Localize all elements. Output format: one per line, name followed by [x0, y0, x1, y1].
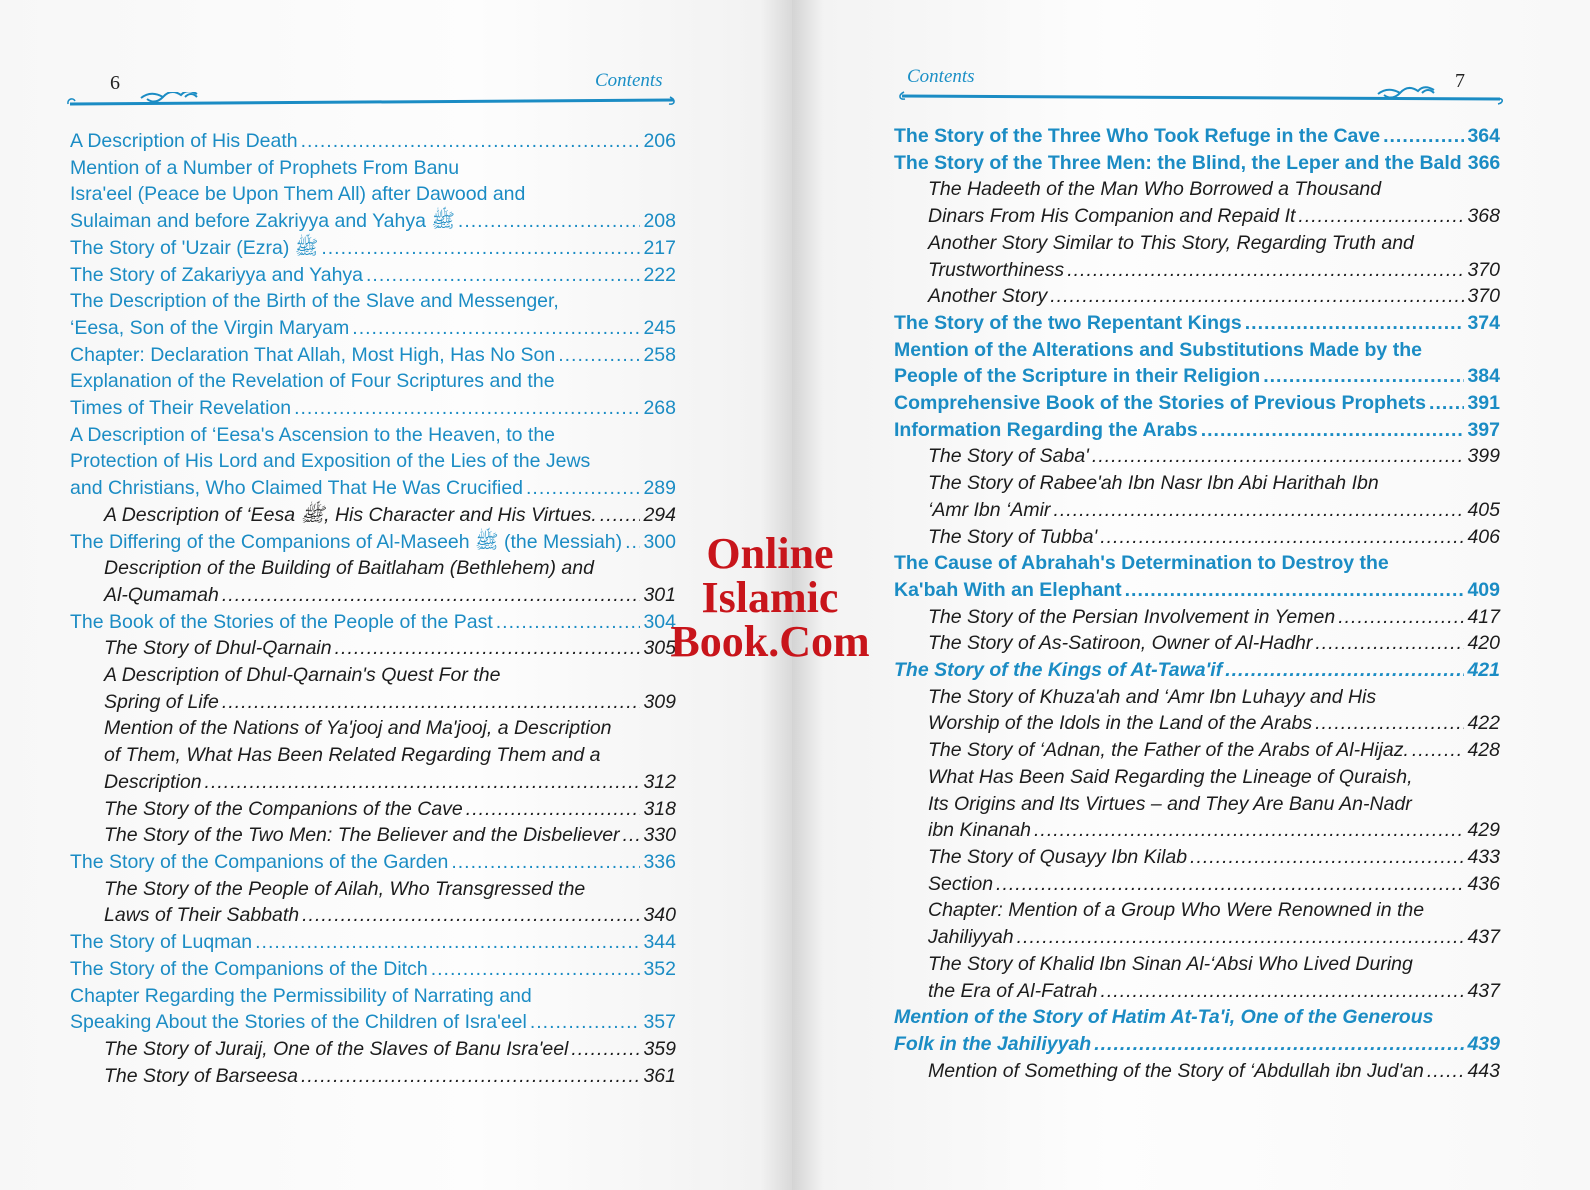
toc-entry[interactable]	[894, 604, 1500, 631]
toc-page-number: 352	[643, 957, 676, 980]
dot-leader	[625, 529, 640, 556]
dot-leader	[301, 128, 641, 155]
toc-entry-title: The Story of the Two Men: The Believer and the Disbeliever	[104, 824, 620, 847]
toc-page-number: 405	[1467, 498, 1500, 521]
toc-entry-title: The Differing of the Companions of Al-Maseeh ﷺ (the Messiah)	[70, 530, 623, 553]
dot-leader	[996, 871, 1464, 898]
toc-page-number: 443	[1467, 1059, 1500, 1082]
dot-leader	[1338, 604, 1464, 631]
toc-entry[interactable]	[894, 230, 1500, 283]
toc-entry[interactable]	[894, 443, 1500, 470]
toc-entry-title: The Story of the Three Who Took Refuge in the Cave	[894, 125, 1381, 147]
toc-entry-title: The Story of 'Uzair (Ezra) ﷺ	[70, 236, 319, 259]
toc-page-number: 436	[1467, 872, 1500, 895]
dot-leader	[1412, 737, 1465, 764]
toc-entry[interactable]	[894, 1058, 1500, 1085]
toc-entry[interactable]	[70, 983, 676, 1036]
toc-page-number: 361	[643, 1064, 676, 1087]
toc-entry[interactable]	[894, 630, 1500, 657]
toc-entry-title: The Story of the Companions of the Garden	[70, 850, 449, 873]
toc-page-number: 330	[643, 824, 676, 847]
toc-page-number: 384	[1467, 365, 1500, 388]
toc-page-number: 294	[643, 503, 676, 526]
toc-entry[interactable]	[894, 1004, 1500, 1057]
dot-leader	[571, 1036, 640, 1063]
toc-entry[interactable]	[894, 417, 1500, 444]
dot-leader	[255, 929, 640, 956]
toc-entry[interactable]	[894, 737, 1500, 764]
toc-entry-title: The Cause of Abrahah's Determination to Destroy the	[894, 552, 1389, 575]
dot-leader	[1263, 363, 1464, 390]
toc-entry-title: Jahiliyyah	[928, 926, 1014, 949]
toc-entry-title: The Story of Khalid Ibn Sinan Al-‘Absi Who Lived During	[928, 952, 1413, 975]
toc-entry-title: Sulaiman and before Zakriyya and Yahya ﷺ	[70, 210, 455, 233]
toc-entry-title: The Story of ‘Adnan, the Father of the Arabs of Al-Hijaz.	[928, 739, 1409, 762]
toc-entry-title: ‘Eesa, Son of the Virgin Maryam	[70, 316, 350, 339]
toc-entry[interactable]	[894, 897, 1500, 950]
toc-entry-title: the Era of Al-Fatrah	[928, 979, 1098, 1002]
toc-entry-title: ‘Amr Ibn ‘Amir	[928, 498, 1051, 521]
toc-entry[interactable]	[70, 262, 676, 289]
toc-entry-title: A Description of ‘Eesa ﷺ, His Character and His Virtues.	[104, 503, 597, 526]
toc-entry-title: Spring of Life	[104, 690, 219, 713]
toc-page-number: 357	[643, 1011, 676, 1034]
toc-entry[interactable]	[894, 176, 1500, 229]
dot-leader	[466, 796, 641, 823]
dot-leader	[1050, 283, 1464, 310]
toc-entry-title: ibn Kinanah	[928, 819, 1032, 842]
toc-entry-title: The Story of Qusayy Ibn Kilab	[928, 845, 1188, 868]
toc-entry[interactable]	[70, 849, 676, 876]
toc-page-number: 370	[1467, 258, 1500, 281]
dot-leader	[623, 822, 641, 849]
toc-entry-title: Another Story	[928, 285, 1048, 308]
toc-entry-title: The Description of the Birth of the Slave and Messenger,	[70, 290, 559, 313]
toc-entry-title: The Story of As-Satiroon, Owner of Al-Hadhr	[928, 632, 1313, 655]
dot-leader	[1017, 924, 1465, 951]
dot-leader	[451, 849, 640, 876]
toc-entry-title: People of the Scripture in their Religion	[894, 365, 1261, 388]
toc-page-number: 340	[643, 904, 676, 927]
dot-leader	[1100, 978, 1464, 1005]
toc-list-right	[894, 123, 1500, 1084]
dot-leader	[431, 956, 641, 983]
dot-leader	[1190, 844, 1464, 871]
toc-entry-title: Mention of the Alterations and Substitutions Made by the	[894, 338, 1422, 361]
toc-page-number: 370	[1467, 285, 1500, 308]
page-number: 7	[1455, 70, 1465, 92]
toc-page-number: 409	[1467, 578, 1500, 601]
dot-leader	[1225, 657, 1464, 684]
toc-entry-title: Section	[928, 872, 994, 895]
toc-entry-title: The Story of Luqman	[70, 931, 253, 954]
toc-entry[interactable]	[894, 150, 1500, 177]
toc-page-number: 368	[1467, 205, 1500, 228]
toc-entry-title: Laws of Their Sabbath	[104, 904, 300, 927]
dot-leader	[1125, 577, 1465, 604]
dot-leader	[1053, 497, 1464, 524]
toc-page-number: 300	[643, 530, 676, 553]
toc-page-number: 364	[1467, 125, 1500, 147]
toc-page-number: 289	[643, 477, 676, 500]
toc-entry-title: The Story of Tubba'	[928, 525, 1098, 548]
toc-page-number: 366	[1467, 151, 1501, 174]
toc-page-number: 437	[1467, 979, 1500, 1002]
dot-leader	[294, 395, 640, 422]
toc-page-number: 429	[1467, 819, 1500, 842]
toc-entry[interactable]	[894, 123, 1500, 150]
toc-entry-title: The Hadeeth of the Man Who Borrowed a Thousand	[928, 178, 1382, 201]
toc-entry-title: Mention of a Number of Prophets From Banu	[70, 156, 460, 179]
toc-entry[interactable]	[70, 502, 676, 529]
toc-entry[interactable]	[70, 929, 676, 956]
toc-entry[interactable]	[894, 310, 1500, 337]
dot-leader	[366, 262, 640, 289]
dot-leader	[1100, 524, 1464, 551]
toc-entry-title: Chapter: Declaration That Allah, Most High, Has No Son	[70, 343, 556, 366]
toc-entry[interactable]	[70, 555, 676, 608]
toc-page-number: 406	[1467, 525, 1500, 548]
toc-entry[interactable]	[70, 422, 676, 502]
toc-entry[interactable]	[894, 684, 1500, 737]
dot-leader	[600, 502, 641, 529]
toc-entry[interactable]	[70, 609, 676, 636]
dot-leader	[301, 1063, 640, 1090]
toc-page-number: 399	[1467, 445, 1500, 468]
header-ornament-rule	[66, 92, 678, 116]
toc-entry-title: The Story of Barseesa	[104, 1064, 299, 1087]
toc-entry[interactable]	[70, 956, 676, 983]
toc-entry[interactable]	[894, 470, 1500, 523]
toc-entry-title: Speaking About the Stories of the Children of Isra'eel	[70, 1011, 527, 1034]
toc-entry[interactable]	[894, 524, 1500, 551]
dot-leader	[352, 315, 640, 342]
toc-entry-title: and Christians, Who Claimed That He Was Crucified	[70, 477, 524, 500]
watermark-line-2: Book.Com	[670, 617, 870, 666]
page-number: 6	[110, 72, 120, 94]
toc-entry[interactable]	[70, 155, 676, 235]
dot-leader	[1094, 1031, 1464, 1058]
dot-leader	[1201, 417, 1465, 444]
dot-leader	[205, 769, 641, 796]
toc-page-number: 206	[643, 130, 676, 152]
header-title: Contents	[907, 66, 975, 87]
right-page	[792, 0, 1590, 1190]
toc-entry[interactable]	[894, 390, 1500, 417]
toc-entry[interactable]	[70, 635, 676, 662]
dot-leader	[458, 208, 641, 235]
dot-leader	[335, 635, 641, 662]
dot-leader	[1429, 390, 1464, 417]
toc-page-number: 439	[1467, 1032, 1500, 1055]
toc-entry-title: The Story of the People of Ailah, Who Transgressed the	[104, 877, 586, 900]
dot-leader	[530, 1009, 641, 1036]
dot-leader	[1067, 257, 1464, 284]
toc-entry[interactable]	[894, 337, 1500, 390]
dot-leader	[1245, 310, 1465, 337]
watermark-line-1: Online Islamic	[701, 529, 839, 622]
toc-entry-title: Explanation of the Revelation of Four Scriptures and the	[70, 370, 555, 393]
dot-leader	[1383, 123, 1464, 150]
toc-entry-title: What Has Been Said Regarding the Lineage of Quraish,	[928, 765, 1413, 788]
watermark	[640, 529, 900, 666]
toc-entry-title: Folk in the Jahiliyyah	[894, 1032, 1092, 1055]
toc-entry[interactable]	[70, 288, 676, 341]
toc-entry-title: Trustworthiness	[928, 258, 1065, 281]
toc-list-left	[70, 128, 676, 1089]
toc-entry-title: The Story of the Persian Involvement in Yemen	[928, 605, 1336, 628]
toc-entry-title: Al-Qumamah	[104, 583, 219, 606]
dot-leader	[1092, 443, 1465, 470]
toc-page-number: 208	[643, 210, 676, 233]
toc-page-number: 433	[1467, 845, 1500, 868]
header-title: Contents	[595, 70, 663, 91]
toc-page-number: 391	[1467, 392, 1500, 415]
toc-entry[interactable]	[894, 844, 1500, 871]
toc-entry-title: Description	[104, 770, 202, 793]
dot-leader	[1315, 710, 1464, 737]
toc-entry-title: Comprehensive Book of the Stories of Previous Prophets	[894, 392, 1427, 415]
dot-leader	[222, 689, 641, 716]
toc-page-number: 305	[643, 637, 676, 660]
toc-entry[interactable]	[70, 342, 676, 369]
dot-leader	[558, 342, 640, 369]
toc-entry[interactable]	[70, 368, 676, 421]
toc-entry-title: The Story of Rabee'ah Ibn Nasr Ibn Abi Harithah Ibn	[928, 472, 1379, 495]
toc-entry-title: Chapter Regarding the Permissibility of Narrating and	[70, 984, 532, 1007]
toc-entry[interactable]	[70, 796, 676, 823]
toc-entry-title: Another Story Similar to This Story, Regarding Truth and	[928, 231, 1414, 254]
toc-entry[interactable]	[70, 128, 676, 155]
toc-entry[interactable]	[70, 715, 676, 795]
toc-page-number: 417	[1467, 605, 1500, 628]
toc-entry-title: The Story of Saba'	[928, 445, 1089, 468]
toc-page-number: 344	[643, 931, 676, 954]
toc-entry-title: Mention of the Nations of Ya'jooj and Ma'jooj, a Description	[104, 717, 612, 740]
dot-leader	[1427, 1058, 1465, 1085]
toc-page-number: 312	[643, 770, 676, 793]
toc-page-number: 437	[1467, 926, 1500, 949]
toc-entry-title: The Story of Juraij, One of the Slaves of Banu Isra'eel	[104, 1037, 569, 1060]
toc-entry[interactable]	[70, 1063, 676, 1090]
toc-page-number: 222	[643, 263, 676, 286]
dot-leader	[1034, 817, 1464, 844]
toc-entry[interactable]	[70, 529, 676, 556]
toc-entry[interactable]	[70, 235, 676, 262]
toc-entry-title: The Story of Khuza'ah and ‘Amr Ibn Luhayy and His	[928, 685, 1377, 708]
toc-entry-title: of Them, What Has Been Related Regarding Them and a	[104, 744, 601, 767]
toc-entry[interactable]	[70, 1036, 676, 1063]
toc-entry-title: Mention of the Story of Hatim At-Ta'i, One of the Generous	[894, 1006, 1434, 1029]
toc-page-number: 421	[1467, 659, 1500, 682]
toc-entry-title: The Story of the Three Men: the Blind, the Leper and the Bald	[894, 151, 1462, 174]
toc-page-number: 304	[643, 610, 676, 633]
toc-entry-title: Information Regarding the Arabs	[894, 418, 1198, 441]
toc-page-number: 422	[1467, 712, 1500, 735]
toc-page-number: 245	[643, 316, 676, 339]
toc-entry-title: Protection of His Lord and Exposition of the Lies of the Jews	[70, 450, 591, 473]
toc-entry[interactable]	[70, 876, 676, 929]
toc-page-number: 309	[643, 690, 676, 713]
toc-entry[interactable]	[894, 657, 1500, 684]
toc-page-number: 217	[643, 236, 676, 259]
toc-entry-title: The Story of the two Repentant Kings	[894, 311, 1242, 334]
toc-entry-title: The Story of Zakariyya and Yahya	[70, 263, 364, 286]
toc-entry-title: The Story of Dhul-Qarnain	[104, 637, 332, 660]
toc-entry-title: A Description of Dhul-Qarnain's Quest For the	[104, 664, 501, 687]
toc-entry-title: A Description of ‘Eesa's Ascension to the Heaven, to the	[70, 423, 556, 446]
toc-entry[interactable]	[70, 662, 676, 715]
dot-leader	[526, 475, 640, 502]
toc-entry[interactable]	[894, 871, 1500, 898]
toc-page-number: 359	[643, 1037, 676, 1060]
dot-leader	[1315, 630, 1464, 657]
toc-page-number: 397	[1467, 418, 1500, 441]
dot-leader	[1298, 203, 1464, 230]
toc-entry-title: Ka'bah With an Elephant	[894, 578, 1122, 601]
toc-entry-title: Worship of the Idols in the Land of the Arabs	[928, 712, 1313, 735]
toc-entry[interactable]	[894, 283, 1500, 310]
toc-entry-title: The Story of the Kings of At-Tawa'if	[894, 659, 1223, 682]
toc-entry[interactable]	[894, 550, 1500, 603]
toc-entry-title: Dinars From His Companion and Repaid It	[928, 205, 1296, 228]
dot-leader	[321, 235, 640, 262]
toc-page-number: 301	[643, 583, 676, 606]
toc-page-number: 420	[1467, 632, 1500, 655]
toc-page-number: 258	[643, 343, 676, 366]
toc-entry[interactable]	[894, 951, 1500, 1004]
toc-entry-title: Description of the Building of Baitlaham (Bethlehem) and	[104, 557, 594, 580]
toc-entry-title: Its Origins and Its Virtues – and They Are Banu An-Nadr	[928, 792, 1412, 815]
toc-entry-title: Times of Their Revelation	[70, 397, 292, 420]
toc-entry-title: The Book of the Stories of the People of the Past	[70, 610, 493, 633]
header-ornament-rule	[898, 86, 1504, 110]
toc-entry-title: Chapter: Mention of a Group Who Were Renowned in the	[928, 899, 1425, 922]
toc-entry-title: The Story of the Companions of the Cave	[104, 797, 463, 820]
toc-page-number: 428	[1467, 739, 1500, 762]
toc-entry-title: Isra'eel (Peace be Upon Them All) after Dawood and	[70, 183, 526, 206]
toc-entry-title: Mention of Something of the Story of ‘Abdullah ibn Jud'an	[928, 1059, 1424, 1082]
toc-page-number: 374	[1467, 311, 1500, 334]
toc-entry-title: The Story of the Companions of the Ditch	[70, 957, 428, 980]
toc-page-number: 336	[643, 850, 676, 873]
toc-entry-title: A Description of His Death	[70, 130, 298, 152]
toc-entry[interactable]	[70, 822, 676, 849]
toc-entry[interactable]	[894, 764, 1500, 844]
dot-leader	[302, 902, 640, 929]
dot-leader	[222, 582, 641, 609]
dot-leader	[496, 609, 641, 636]
toc-page-number: 318	[643, 797, 676, 820]
toc-page-number: 268	[643, 397, 676, 420]
